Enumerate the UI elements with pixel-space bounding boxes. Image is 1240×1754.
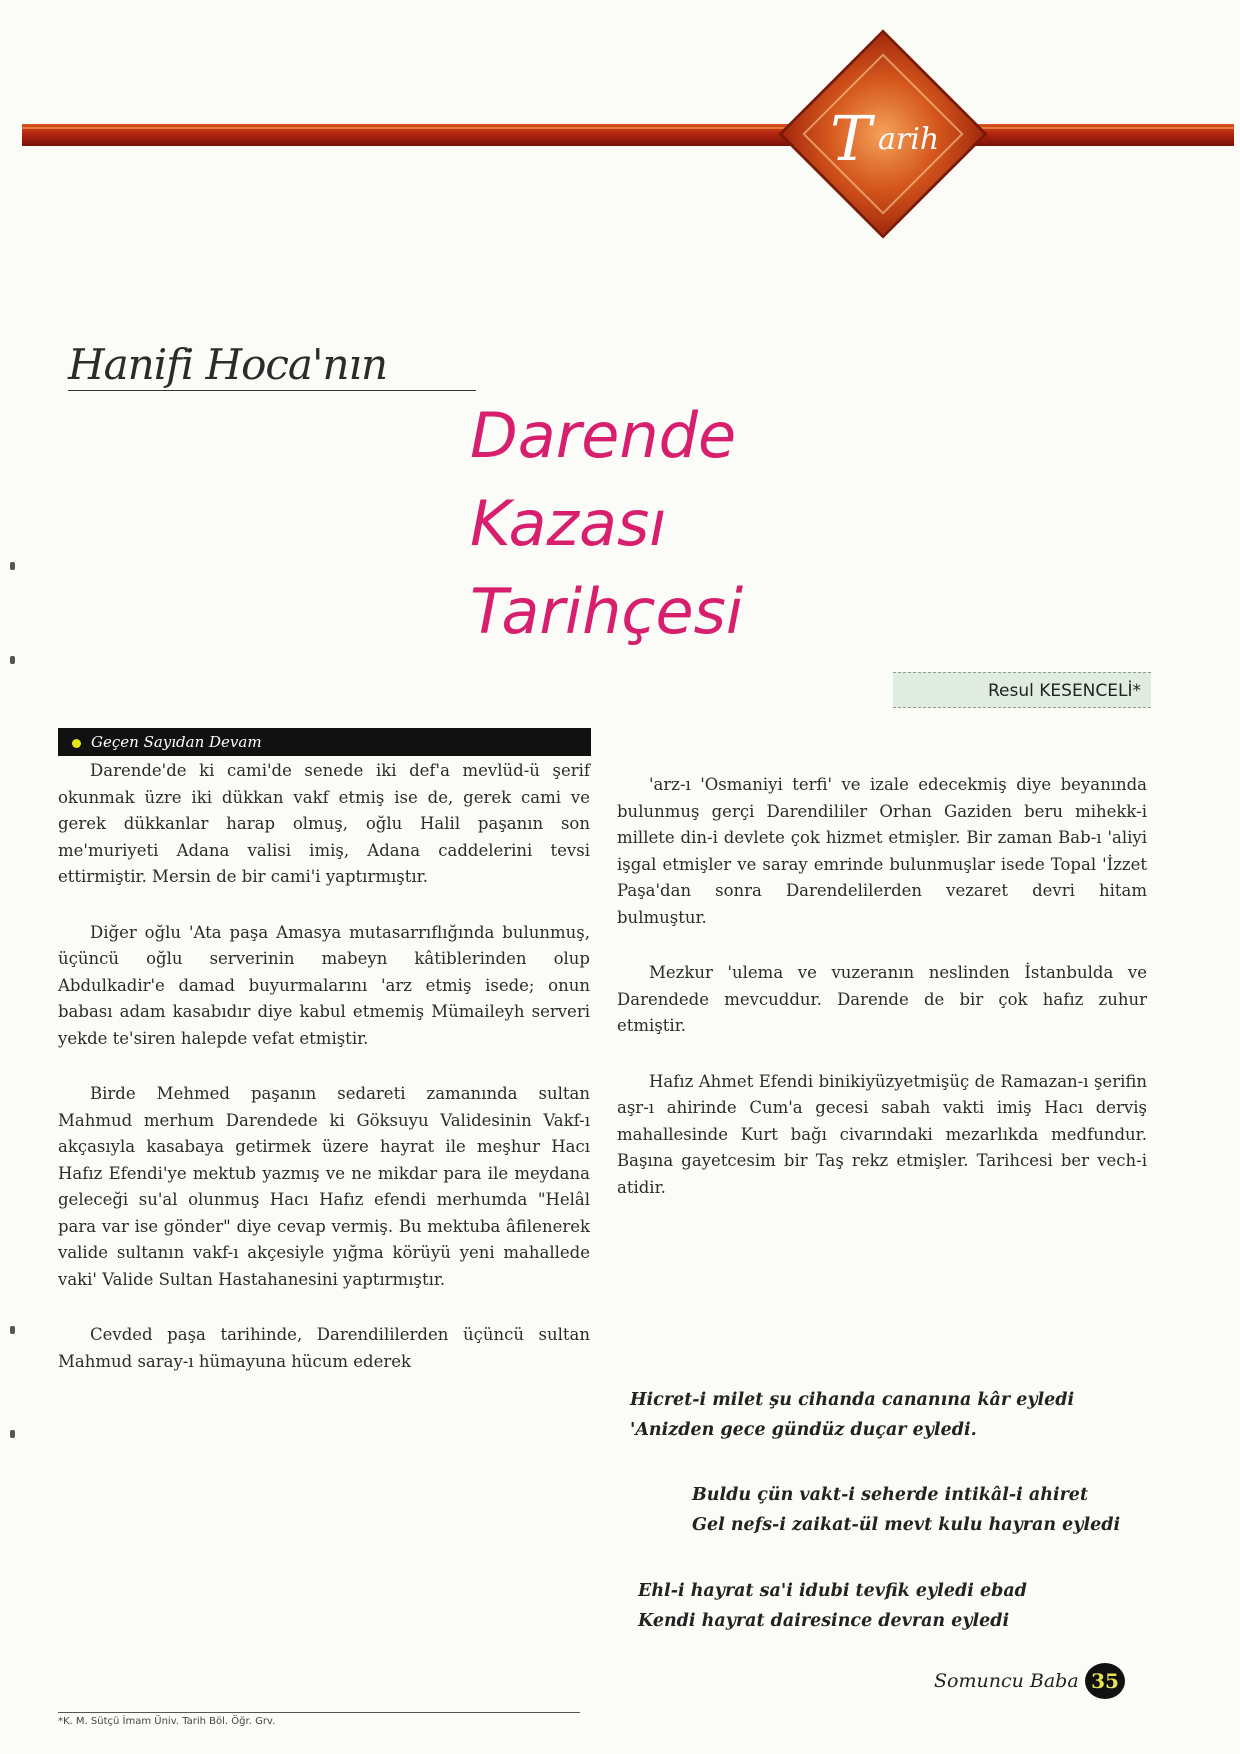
poem-line: Buldu çün vakt-i seherde intikâl-i ahiret bbox=[692, 1485, 1089, 1505]
kicker-underline bbox=[68, 390, 476, 391]
poem-stanza bbox=[630, 1385, 1150, 1445]
poem-line: Gel nefs-i zaikat-ül mevt kulu hayran eyledi bbox=[692, 1515, 1121, 1535]
continued-banner-text: Geçen Sayıdan Devam bbox=[91, 733, 262, 751]
paragraph: Mezkur 'ulema ve vuzeranın neslinden İstanbulda ve Darendede mevcuddur. Darende de bir çok hafız zuhur etmiştir. bbox=[617, 963, 1147, 1035]
paragraph: Darende'de ki cami'de senede iki def'a mevlüd-ü şerif okunmak üzre iki dükkan vakf etmiş ise de, gerek cami ve gerek dükkanlar harap olmuş, oğlu Halil paşanın son me'muriyeti Adana valisi imiş, Adana caddelerini tevsi ettirmiştir. Mersin de bir cami'i yaptırmıştır. bbox=[58, 761, 590, 886]
footnote-rule bbox=[58, 1712, 580, 1713]
section-label bbox=[830, 102, 990, 178]
right-column bbox=[617, 772, 1147, 1230]
poem-line: Kendi hayrat dairesince devran eyledi bbox=[638, 1611, 1010, 1631]
margin-mark bbox=[10, 1430, 15, 1438]
continued-banner bbox=[58, 728, 591, 756]
title-line: Kazası bbox=[470, 487, 667, 560]
header-band bbox=[22, 124, 1234, 146]
article-title bbox=[470, 392, 743, 656]
footer-magazine-name: Somuncu Baba bbox=[934, 1670, 1079, 1692]
paragraph: Birde Mehmed paşanın sedareti zamanında sultan Mahmud merhum Darendede ki Göksuyu Validesinin Vakf-ı akçasıyla kasabaya getirmek üzere hayrat ile meşhur Hacı Hafız Efendi'ye mektub yazmış ve ne mikdar para ile meydana geleceği su'al olunmuş Hacı Hafız efendi merhumda "Helâl para var ise gönder" diye cevap vermiş. Bu mektuba âfilenerek valide sultanın vakf-ı akçesiyle yığma körüyü yeni mahallede vaki' Valide Sultan Hastahanesini yaptırmıştır. bbox=[58, 1084, 590, 1289]
bullet-dot-icon bbox=[72, 739, 81, 748]
title-line: Darende bbox=[470, 399, 737, 472]
author-byline: Resul KESENCELİ* bbox=[893, 672, 1151, 708]
poem-line: Hicret-i milet şu cihanda cananına kâr eyledi bbox=[630, 1390, 1075, 1410]
paragraph: Hafız Ahmet Efendi binikiyüzyetmişüç de Ramazan-ı şerifin aşr-ı ahirinde Cum'a gecesi sabah vakti imiş Hacı derviş mahallesinde Kurt bağı civarındaki mezarlıkda medfundur. Başına gayetcesim bir Taş rekz etmişler. Tarihcesi ber vech-i atidir. bbox=[617, 1071, 1147, 1197]
poem-stanza bbox=[692, 1480, 1212, 1540]
poem-line: 'Anizden gece gündüz duçar eyledi. bbox=[630, 1420, 977, 1440]
margin-mark bbox=[10, 656, 15, 664]
section-label-rest: arih bbox=[878, 122, 940, 157]
paragraph: Diğer oğlu 'Ata paşa Amasya mutasarrıflığında bulunmuş, üçüncü oğlu serverinin mabeyn kâtiblerinden olup Abdulkadir'e damad buyurmalarını 'arz etmiş isede; onun babası adam kasabıdır diye kabul etmemiş Mümaileyh serveri yekde te'siren halepde vefat etmiştir. bbox=[58, 922, 590, 1048]
left-column bbox=[58, 758, 590, 1404]
paragraph: 'arz-ı 'Osmaniyi terfi' ve izale edecekmiş diye beyanında bulunmuş gerçi Darendililer Orhan Gaziden beru mihekk-i millete din-i devlete çok hizmet etmişler. Bir zaman Bab-ı 'aliyi işgal etmişler ve saray emrinde bulunmuşlar isede Topal 'İzzet Paşa'dan sonra Darendelilerden vezaret devri hitam bulmuştur. bbox=[617, 775, 1147, 927]
margin-mark bbox=[10, 1326, 15, 1334]
article-kicker: Hanifi Hoca'nın bbox=[68, 340, 388, 389]
poem-stanza bbox=[638, 1576, 1158, 1636]
margin-mark bbox=[10, 562, 15, 570]
poem-line: Ehl-i hayrat sa'i idubi tevfik eyledi ebad bbox=[638, 1581, 1027, 1601]
footnote: *K. M. Sütçü İmam Üniv. Tarih Böl. Öğr. Grv. bbox=[58, 1716, 276, 1727]
title-line: Tarihçesi bbox=[470, 575, 744, 648]
section-label-initial: T bbox=[830, 102, 872, 175]
page-number: 35 bbox=[1085, 1663, 1125, 1699]
paragraph: Cevded paşa tarihinde, Darendililerden üçüncü sultan Mahmud saray-ı hümayuna hücum ederek bbox=[58, 1325, 590, 1371]
